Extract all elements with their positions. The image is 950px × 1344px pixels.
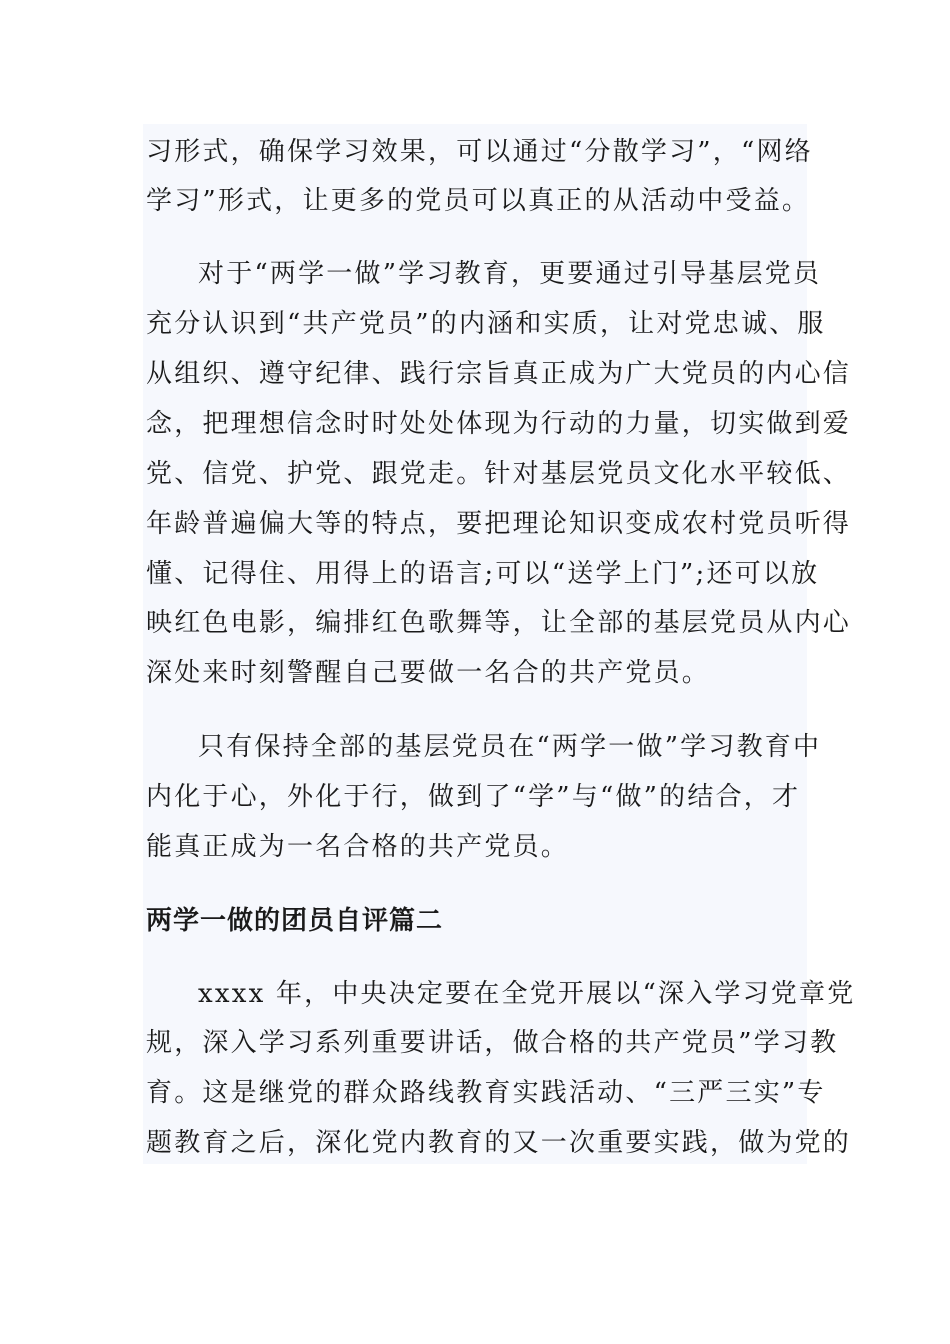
para1-line-1: 习形式，确保学习效果，可以通过“分散学习”，“网络 (146, 137, 813, 167)
para1-line-2: 学习”形式，让更多的党员可以真正的从活动中受益。 (146, 186, 811, 216)
para2-line-4: 念，把理想信念时时处处体现为行动的力量，切实做到爱 (146, 409, 852, 439)
para2-line-2: 充分认识到“共产党员”的内涵和实质，让对党忠诚、服 (146, 309, 826, 339)
para2-line-9: 深处来时刻警醒自己要做一名合的共产党员。 (146, 658, 711, 688)
para2-line-7: 懂、记得住、用得上的语言;可以“送学上门”;还可以放 (146, 559, 820, 589)
para3-line-2: 内化于心，外化于行，做到了“学”与“做”的结合，才 (146, 782, 801, 812)
para2-line-5: 党、信党、护党、跟党走。针对基层党员文化水平较低、 (146, 459, 852, 489)
para2-line-1: 对于“两学一做”学习教育，更要通过引导基层党员 (198, 259, 822, 289)
para4-line-1: xxxx 年，中央决定要在全党开展以“深入学习党章党 (198, 979, 856, 1009)
para4-line-2: 规，深入学习系列重要讲话，做合格的共产党员”学习教 (146, 1028, 839, 1058)
para2-line-6: 年龄普遍偏大等的特点，要把理论知识变成农村党员听得 (146, 509, 852, 539)
para4-line-4: 题教育之后，深化党内教育的又一次重要实践，做为党的 (146, 1128, 852, 1158)
para2-line-8: 映红色电影，编排红色歌舞等，让全部的基层党员从内心 (146, 608, 852, 638)
para2-line-3: 从组织、遵守纪律、践行宗旨真正成为广大党员的内心信 (146, 359, 852, 389)
para4-line-3: 育。这是继党的群众路线教育实践活动、“三严三实”专 (146, 1078, 826, 1108)
para3-line-3: 能真正成为一名合格的共产党员。 (146, 832, 570, 862)
para3-line-1: 只有保持全部的基层党员在“两学一做”学习教育中 (198, 732, 822, 762)
section-heading: 两学一做的团员自评篇二 (146, 906, 444, 936)
